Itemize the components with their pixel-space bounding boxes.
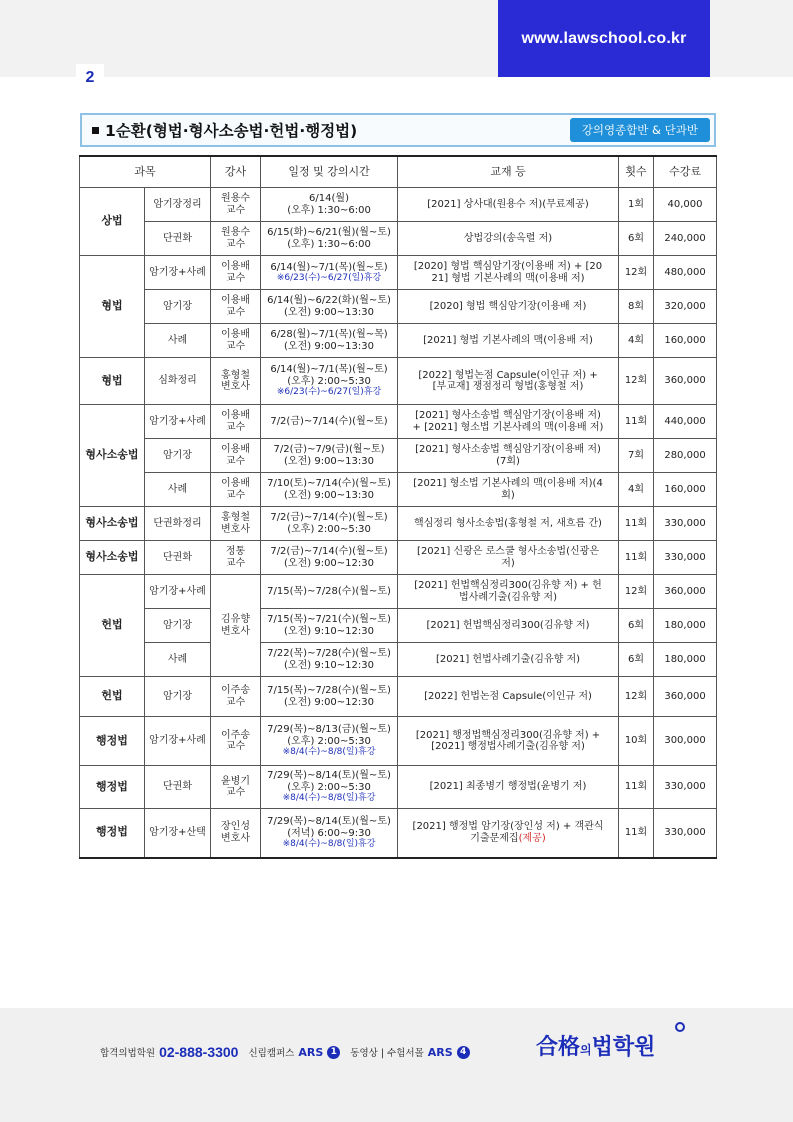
cell-subject: 형사소송법 (80, 541, 145, 575)
schedule-text: 7/2(금)~7/14(수)(월~토) (270, 415, 388, 427)
cell-book (398, 541, 619, 575)
cell-book (398, 677, 619, 717)
cell-count: 6회 (619, 643, 654, 677)
table-row (80, 609, 717, 643)
cell-fee: 240,000 (654, 222, 717, 256)
phone-number[interactable]: 02-888-3300 (159, 1044, 239, 1060)
table-row (80, 324, 717, 358)
cell-schedule (261, 766, 398, 809)
book-text: [2021] 행정법 암기장(장인성 저) + 객관식 기출문제집 (412, 821, 604, 844)
book-text: [2021] 신광은 로스쿨 형사소송법(신광은 저) (417, 546, 599, 569)
book-text: [2021] 상사대(원용수 저)(무료제공) (427, 198, 589, 210)
cell-subject: 형사소송법 (80, 405, 145, 507)
cell-fee: 330,000 (654, 809, 717, 858)
table-row (80, 541, 717, 575)
academy-logo (536, 1030, 655, 1061)
cell-count: 4회 (619, 473, 654, 507)
schedule-break-note: ※6/23(수)~6/27(일)휴강 (276, 387, 382, 398)
ars-label-2: ARS (427, 1045, 453, 1059)
schedule-text: 6/14(월)~7/1(목)(월~토) (오후) 2:00~5:30 (270, 364, 388, 387)
cell-count: 6회 (619, 609, 654, 643)
cell-book (398, 324, 619, 358)
table-row (80, 575, 717, 609)
table-row (80, 290, 717, 324)
square-bullet-icon (92, 127, 99, 134)
cell-fee: 360,000 (654, 677, 717, 717)
cell-book (398, 809, 619, 858)
cell-fee: 40,000 (654, 188, 717, 222)
cell-book (398, 405, 619, 439)
table-row (80, 222, 717, 256)
table-row (80, 358, 717, 405)
logo-dot-icon (675, 1022, 685, 1032)
cell-subject: 헌법 (80, 677, 145, 717)
cell-course-type: 단권화 (145, 541, 211, 575)
site-url[interactable]: www.lawschool.co.kr (498, 0, 710, 77)
cell-book (398, 222, 619, 256)
cell-course-type: 단권화 (145, 222, 211, 256)
cell-course-type: 사례 (145, 643, 211, 677)
cell-schedule (261, 717, 398, 766)
cell-teacher: 이용배 교수 (211, 324, 261, 358)
table-row (80, 717, 717, 766)
cell-count: 7회 (619, 439, 654, 473)
table-row (80, 809, 717, 858)
cell-teacher: 이용배 교수 (211, 290, 261, 324)
footer (0, 1008, 793, 1122)
cell-teacher: 홍형철 변호사 (211, 358, 261, 405)
logo-tail: 법학원 (591, 1035, 656, 1060)
cell-book (398, 358, 619, 405)
col-header-book: 교재 등 (398, 156, 619, 188)
schedule-text: 7/2(금)~7/14(수)(월~토) (오전) 9:00~12:30 (270, 546, 388, 569)
cell-schedule (261, 507, 398, 541)
book-text: [2020] 형법 핵심암기장(이용배 저) + [20 21] 형법 기본사례의 맥(이용배 저) (413, 261, 603, 284)
cell-schedule (261, 473, 398, 507)
cell-subject: 형법 (80, 358, 145, 405)
cell-teacher: 장인성 변호사 (211, 809, 261, 858)
cell-count: 11회 (619, 507, 654, 541)
cell-schedule (261, 575, 398, 609)
cell-count: 11회 (619, 809, 654, 858)
cell-teacher: 김유향 변호사 (211, 575, 261, 677)
cell-course-type: 암기장+사례 (145, 256, 211, 290)
book-text: [2021] 헌법핵심정리300(김유향 저) (426, 619, 590, 631)
schedule-text: 7/22(목)~7/28(수)(월~토) (오전) 9:10~12:30 (267, 648, 391, 671)
cell-book (398, 188, 619, 222)
col-header-schedule: 일정 및 강의시간 (261, 156, 398, 188)
cell-schedule (261, 541, 398, 575)
schedule-text: 6/14(월)~7/1(목)(월~토) (270, 261, 388, 273)
cell-schedule (261, 222, 398, 256)
table-row (80, 256, 717, 290)
schedule-text: 7/15(목)~7/28(수)(월~토) (오전) 9:00~12:30 (267, 685, 391, 708)
cell-count: 1회 (619, 188, 654, 222)
cell-schedule (261, 290, 398, 324)
table-row (80, 473, 717, 507)
cell-course-type: 심화정리 (145, 358, 211, 405)
logo-main: 合格 (536, 1035, 581, 1060)
cell-book (398, 507, 619, 541)
cell-teacher: 윤병기 교수 (211, 766, 261, 809)
cell-schedule (261, 324, 398, 358)
cell-course-type: 사례 (145, 324, 211, 358)
cell-teacher: 원용수 교수 (211, 222, 261, 256)
cell-subject: 형법 (80, 256, 145, 358)
table-row (80, 188, 717, 222)
course-type-badge: 강의영종합반 & 단과반 (570, 118, 710, 142)
cell-fee: 440,000 (654, 405, 717, 439)
col-header-count: 횟수 (619, 156, 654, 188)
cell-teacher: 홍형철 변호사 (211, 507, 261, 541)
section-title (92, 119, 357, 141)
cell-fee: 280,000 (654, 439, 717, 473)
table-header-row (80, 156, 717, 188)
cell-count: 6회 (619, 222, 654, 256)
schedule-text: 6/15(화)~6/21(월)(월~토) (오후) 1:30~6:00 (267, 227, 391, 250)
cell-course-type: 암기장 (145, 439, 211, 473)
schedule-text: 7/2(금)~7/9(금)(월~토) (오전) 9:00~13:30 (273, 444, 385, 467)
cell-course-type: 암기장 (145, 609, 211, 643)
cell-fee: 480,000 (654, 256, 717, 290)
cell-count: 12회 (619, 256, 654, 290)
cell-teacher: 이용배 교수 (211, 439, 261, 473)
logo-small: 의 (580, 1043, 592, 1057)
book-text: [2022] 형법논점 Capsule(이인규 저) + [부교재] 쟁점정리 형법(홍형철 저) (418, 369, 598, 392)
book-text: [2022] 헌법논점 Capsule(이인규 저) (424, 690, 592, 702)
table-row (80, 405, 717, 439)
cell-schedule (261, 256, 398, 290)
cell-book (398, 609, 619, 643)
cell-subject: 형사소송법 (80, 507, 145, 541)
ars-number-1: 1 (327, 1046, 340, 1059)
col-header-fee: 수강료 (654, 156, 717, 188)
video-bookstore-label: 동영상 | 수험서몰 (350, 1048, 424, 1059)
footer-contacts (100, 1044, 470, 1060)
cell-book (398, 766, 619, 809)
cell-count: 4회 (619, 324, 654, 358)
book-text: [2021] 헌법사례기출(김유향 저) (436, 653, 581, 665)
table-row (80, 677, 717, 717)
book-text: [2021] 형소법 기본사례의 맥(이용배 저)(4 회) (413, 478, 603, 501)
cell-schedule (261, 358, 398, 405)
book-text: 핵심정리 형사소송법(홍형철 저, 새흐름 간) (414, 517, 602, 529)
cell-fee: 160,000 (654, 473, 717, 507)
cell-fee: 300,000 (654, 717, 717, 766)
cell-teacher: 이용배 교수 (211, 256, 261, 290)
cell-course-type: 암기장정리 (145, 188, 211, 222)
cell-subject: 행정법 (80, 809, 145, 858)
section-header (80, 113, 716, 147)
col-header-teacher: 강사 (211, 156, 261, 188)
cell-fee: 320,000 (654, 290, 717, 324)
academy-label: 합격의법학원 (100, 1048, 156, 1059)
cell-subject: 행정법 (80, 717, 145, 766)
cell-course-type: 암기장+사례 (145, 717, 211, 766)
book-text: [2021] 형법 기본사례의 맥(이용배 저) (423, 334, 593, 346)
cell-teacher: 이용배 교수 (211, 473, 261, 507)
cell-fee: 330,000 (654, 766, 717, 809)
cell-course-type: 암기장+산택 (145, 809, 211, 858)
cell-teacher: 이주송 교수 (211, 717, 261, 766)
book-text: [2021] 행정법핵심정리300(김유향 저) + [2021] 행정법사례기출(김유향 저) (415, 729, 601, 752)
schedule-text: 6/14(월) (오후) 1:30~6:00 (287, 193, 371, 216)
cell-subject: 헌법 (80, 575, 145, 677)
schedule-text: 7/29(목)~8/14(토)(월~토) (오후) 2:00~5:30 (267, 770, 391, 793)
cell-schedule (261, 609, 398, 643)
schedule-text: 7/29(목)~8/13(금)(월~토) (오후) 2:00~5:30 (267, 724, 391, 747)
cell-fee: 180,000 (654, 643, 717, 677)
table-row (80, 507, 717, 541)
schedule-text: 7/15(목)~7/21(수)(월~토) (오전) 9:10~12:30 (267, 614, 391, 637)
cell-book (398, 439, 619, 473)
table-row (80, 643, 717, 677)
cell-count: 8회 (619, 290, 654, 324)
book-text: [2021] 헌법핵심정리300(김유향 저) + 헌 법사례기출(김유향 저) (414, 580, 602, 603)
cell-fee: 330,000 (654, 541, 717, 575)
schedule-text: 6/14(월)~6/22(화)(월~토) (오전) 9:00~13:30 (267, 295, 391, 318)
cell-subject: 행정법 (80, 766, 145, 809)
cell-fee: 180,000 (654, 609, 717, 643)
cell-course-type: 단권화 (145, 766, 211, 809)
campus-label: 신림캠퍼스 (248, 1048, 295, 1059)
book-text: [2020] 형법 핵심암기장(이용배 저) (429, 300, 587, 312)
ars-number-2: 4 (457, 1046, 470, 1059)
cell-course-type: 암기장 (145, 290, 211, 324)
col-header-subject: 과목 (80, 156, 211, 188)
cell-course-type: 암기장 (145, 677, 211, 717)
cell-count: 10회 (619, 717, 654, 766)
cell-schedule (261, 809, 398, 858)
table-row (80, 766, 717, 809)
cell-schedule (261, 439, 398, 473)
cell-book (398, 256, 619, 290)
schedule-text: 7/2(금)~7/14(수)(월~토) (오후) 2:00~5:30 (270, 512, 388, 535)
cell-book (398, 473, 619, 507)
cell-course-type: 사례 (145, 473, 211, 507)
cell-book (398, 717, 619, 766)
cell-book (398, 290, 619, 324)
cell-teacher: 정통 교수 (211, 541, 261, 575)
cell-count: 12회 (619, 358, 654, 405)
schedule-break-note: ※8/4(수)~8/8(일)휴강 (282, 747, 376, 758)
section-title-text: 1순환(형법·형사소송법·헌법·행정법) (105, 122, 358, 140)
cell-course-type: 암기장+사례 (145, 575, 211, 609)
cell-fee: 360,000 (654, 575, 717, 609)
schedule-break-note: ※8/4(수)~8/8(일)휴강 (282, 793, 376, 804)
schedule-text: 7/10(토)~7/14(수)(월~토) (오전) 9:00~13:30 (267, 478, 391, 501)
cell-count: 11회 (619, 541, 654, 575)
cell-schedule (261, 643, 398, 677)
cell-schedule (261, 677, 398, 717)
schedule-text: 7/15(목)~7/28(수)(월~토) (267, 585, 391, 597)
schedule-break-note: ※8/4(수)~8/8(일)휴강 (282, 839, 376, 850)
cell-teacher: 원용수 교수 (211, 188, 261, 222)
cell-course-type: 암기장+사례 (145, 405, 211, 439)
table-body (80, 188, 717, 858)
table-row (80, 439, 717, 473)
book-text: 상법강의(송옥렬 저) (463, 232, 553, 244)
cell-fee: 160,000 (654, 324, 717, 358)
book-provided-note: (제공) (518, 832, 546, 844)
page-number: 2 (76, 64, 104, 91)
schedule-table (79, 155, 717, 859)
cell-teacher: 이주송 교수 (211, 677, 261, 717)
schedule-text: 7/29(목)~8/14(토)(월~토) (저녁) 6:00~9:30 (267, 816, 391, 839)
cell-fee: 330,000 (654, 507, 717, 541)
cell-count: 12회 (619, 677, 654, 717)
cell-count: 11회 (619, 405, 654, 439)
cell-book (398, 643, 619, 677)
cell-fee: 360,000 (654, 358, 717, 405)
book-text: [2021] 최종병기 행정법(윤병기 저) (429, 781, 587, 793)
book-text: [2021] 형사소송법 핵심암기장(이용배 저) + [2021] 형소법 기본사례의 맥(이용배 저) (412, 410, 604, 433)
book-text: [2021] 형사소송법 핵심암기장(이용배 저) (7회) (415, 444, 601, 467)
cell-schedule (261, 405, 398, 439)
cell-teacher: 이용배 교수 (211, 405, 261, 439)
schedule-text: 6/28(월)~7/1(목)(월~목) (오전) 9:00~13:30 (270, 329, 388, 352)
cell-count: 11회 (619, 766, 654, 809)
cell-course-type: 단권화정리 (145, 507, 211, 541)
schedule-break-note: ※6/23(수)~6/27(일)휴강 (276, 273, 382, 284)
ars-label-1: ARS (298, 1045, 324, 1059)
cell-book (398, 575, 619, 609)
cell-schedule (261, 188, 398, 222)
cell-count: 12회 (619, 575, 654, 609)
cell-subject: 상법 (80, 188, 145, 256)
